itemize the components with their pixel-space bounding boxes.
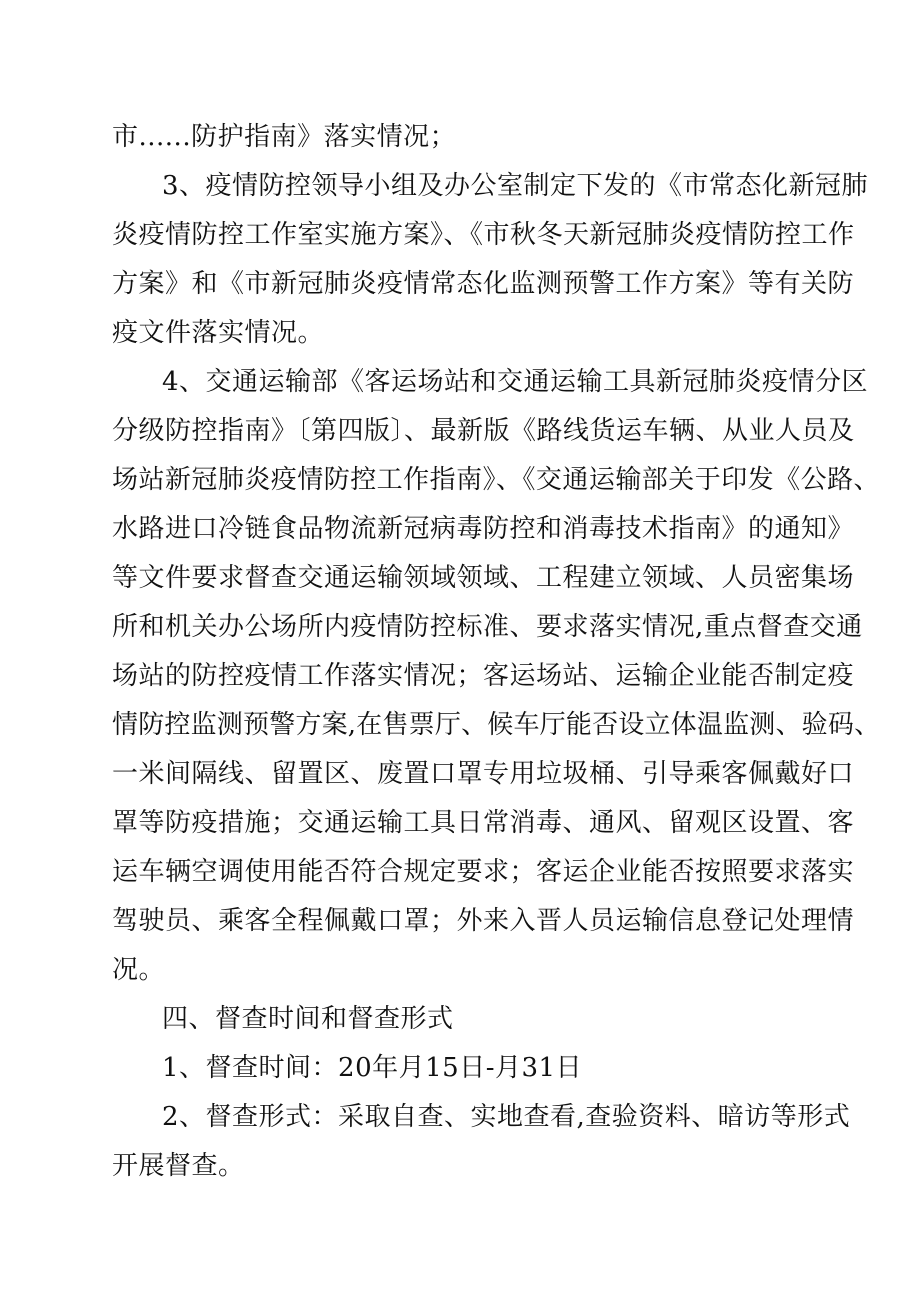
section-heading: 四、督查时间和督查形式 — [162, 1004, 454, 1034]
text-line: 驾驶员、乘客全程佩戴口罩；外来入晋人员运输信息登记处理情 — [112, 906, 855, 936]
text-line: 等文件要求督查交通运输领域领域、工程建立领域、人员密集场 — [112, 563, 855, 593]
text-line: 罩等防疫措施；交通运输工具日常消毒、通风、留观区设置、客 — [112, 808, 855, 838]
text-line: 场站新冠肺炎疫情防控工作指南》、《交通运输部关于印发《公路、 — [112, 465, 881, 495]
text-line: 3、疫情防控领导小组及办公室制定下发的《市常态化新冠肺 — [162, 171, 869, 201]
text-line: 运车辆空调使用能否符合规定要求；客运企业能否按照要求落实 — [112, 857, 855, 887]
text-line: 方案》和《市新冠肺炎疫情常态化监测预警工作方案》等有关防 — [112, 269, 855, 299]
text-line: 所和机关办公场所内疫情防控标准、要求落实情况,重点督查交通 — [112, 612, 863, 642]
text-line: 疫文件落实情况。 — [112, 318, 325, 348]
text-line: 情防控监测预警方案,在售票厅、候车厅能否设立体温监测、验码、 — [112, 710, 881, 740]
text-line: 一米间隔线、留置区、废置口罩专用垃圾桶、引导乘客佩戴好口 — [112, 759, 855, 789]
text-line: 2、督查形式：采取自查、实地查看,查验资料、暗访等形式 — [162, 1102, 851, 1132]
text-line: 水路进口冷链食品物流新冠病毒防控和消毒技术指南》的通知》 — [112, 514, 855, 544]
text-line: 4、交通运输部《客运场站和交通运输工具新冠肺炎疫情分区 — [162, 367, 869, 397]
text-line: 炎疫情防控工作室实施方案》、《市秋冬天新冠肺炎疫情防控工作 — [112, 220, 855, 250]
text-line: 场站的防控疫情工作落实情况；客运场站、运输企业能否制定疫 — [112, 661, 855, 691]
text-line: 市......防护指南》落实情况； — [112, 122, 457, 152]
text-line: 分级防控指南》〔第四版〕、最新版《路线货运车辆、从业人员及 — [112, 416, 855, 446]
text-line: 1、督查时间：20年月15日-月31日 — [162, 1053, 583, 1083]
text-line: 开展督查。 — [112, 1151, 245, 1181]
text-line: 况。 — [112, 955, 166, 985]
